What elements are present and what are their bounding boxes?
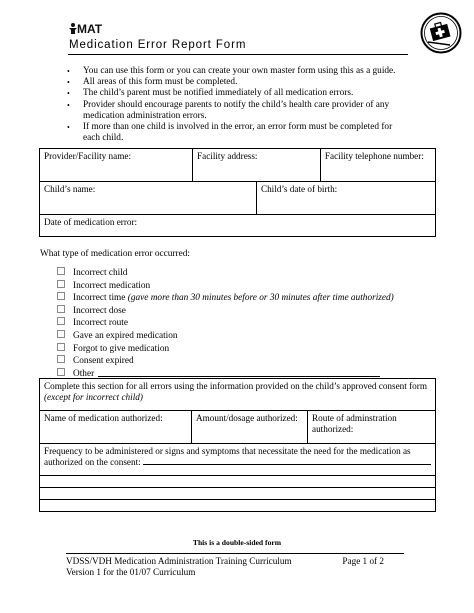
- facility-phone-field[interactable]: [320, 149, 435, 182]
- program-logo: [69, 22, 102, 36]
- option-incorrect-time[interactable]: [57, 292, 394, 305]
- page-number: Page 1 of 2: [342, 556, 384, 566]
- checkbox[interactable]: [57, 368, 65, 376]
- option-note: (gave more than 30 minutes before or 30 minutes after time authorized): [127, 293, 394, 304]
- error-date-field[interactable]: [40, 215, 436, 237]
- option-incorrect-dose[interactable]: [57, 305, 394, 318]
- instruction-item: • If more than one child is involved in the error, an error form must be completed for each child.: [64, 122, 409, 144]
- checkbox[interactable]: [57, 292, 65, 300]
- person-icon: [69, 23, 77, 34]
- option-label: Other: [73, 368, 95, 379]
- option-incorrect-route[interactable]: [57, 317, 394, 330]
- checkbox[interactable]: [57, 267, 65, 275]
- provider-child-table: [39, 148, 436, 237]
- form-title: Medication Error Report Form: [69, 39, 247, 51]
- double-sided-note: This is a double-sided form: [192, 538, 282, 547]
- checkbox[interactable]: [57, 317, 65, 325]
- option-incorrect-medication[interactable]: [57, 280, 394, 293]
- logo-text: MAT: [77, 22, 103, 36]
- option-forgot-medication[interactable]: [57, 343, 394, 356]
- option-label: Incorrect medication: [73, 280, 151, 291]
- error-date-label: Date of medication error:: [44, 217, 138, 227]
- facility-phone-label: Facility telephone number:: [324, 151, 424, 161]
- option-incorrect-child[interactable]: [57, 267, 394, 280]
- error-type-question: What type of medication error occurred:: [40, 249, 190, 259]
- checkbox[interactable]: [57, 355, 65, 363]
- option-label: Gave an expired medication: [73, 330, 178, 341]
- child-dob-field[interactable]: [256, 182, 435, 215]
- option-label: Consent expired: [73, 356, 134, 367]
- med-name-label: Name of medication authorized:: [44, 413, 163, 423]
- other-input-line[interactable]: [98, 369, 380, 377]
- option-label: Incorrect time: [73, 293, 126, 304]
- consent-intro: Complete this section for all errors using the information provided on the child’s approved consent form: [44, 381, 427, 391]
- option-label: Incorrect dose: [73, 305, 126, 316]
- frequency-field[interactable]: [40, 444, 436, 476]
- error-type-options: [57, 267, 394, 380]
- blank-line-row[interactable]: [40, 500, 436, 512]
- child-dob-label: Child’s date of birth:: [260, 184, 338, 194]
- dosage-label: Amount/dosage authorized:: [196, 413, 298, 423]
- route-field[interactable]: [308, 411, 436, 444]
- option-label: Incorrect child: [73, 268, 128, 278]
- instruction-item: • The child’s parent must be notified immediately of all medication errors.: [64, 88, 409, 99]
- instruction-item: • All areas of this form must be completed.: [64, 77, 409, 88]
- provider-name-field[interactable]: [40, 149, 193, 182]
- provider-name-label: Provider/Facility name:: [44, 151, 132, 161]
- instruction-item: • You can use this form or you can create your own master form using this as a guide.: [64, 66, 409, 77]
- child-name-field[interactable]: [40, 182, 257, 215]
- option-consent-expired[interactable]: [57, 355, 394, 368]
- route-label: Route of adminstration authorized:: [312, 413, 397, 434]
- consent-intro-cell: [40, 379, 436, 411]
- frequency-blank-line[interactable]: [143, 464, 431, 465]
- blank-line-row[interactable]: [40, 488, 436, 500]
- medical-kit-icon: [420, 12, 462, 54]
- checkbox[interactable]: [57, 330, 65, 338]
- curriculum-text: VDSS/VDH Medication Administration Training Curriculum: [66, 556, 292, 566]
- frequency-label: Frequency to be administered or signs and symptoms that necessitate the need for the medication as authorized on the consent:: [44, 446, 411, 467]
- option-label: Incorrect route: [73, 318, 128, 329]
- option-label: Forgot to give medication: [73, 343, 170, 354]
- consent-section-table: [39, 378, 436, 512]
- checkbox[interactable]: [57, 280, 65, 288]
- facility-address-field[interactable]: [193, 149, 321, 182]
- facility-address-label: Facility address:: [197, 151, 258, 161]
- child-name-label: Child’s name:: [44, 184, 96, 194]
- med-name-field[interactable]: [40, 411, 192, 444]
- footer-rule: [66, 553, 404, 554]
- consent-intro-note: (except for incorrect child): [44, 392, 143, 402]
- dosage-field[interactable]: [192, 411, 308, 444]
- blank-line-row[interactable]: [40, 476, 436, 488]
- title-rule: [68, 54, 408, 55]
- footer: [66, 556, 384, 578]
- checkbox[interactable]: [57, 343, 65, 351]
- option-expired-medication[interactable]: [57, 330, 394, 343]
- instructions-list: [64, 66, 409, 144]
- version-text: Version 1 for the 01/07 Curriculum: [66, 567, 196, 578]
- instruction-item: • Provider should encourage parents to notify the child’s health care provider of any medication administration errors.: [64, 100, 409, 122]
- checkbox[interactable]: [57, 305, 65, 313]
